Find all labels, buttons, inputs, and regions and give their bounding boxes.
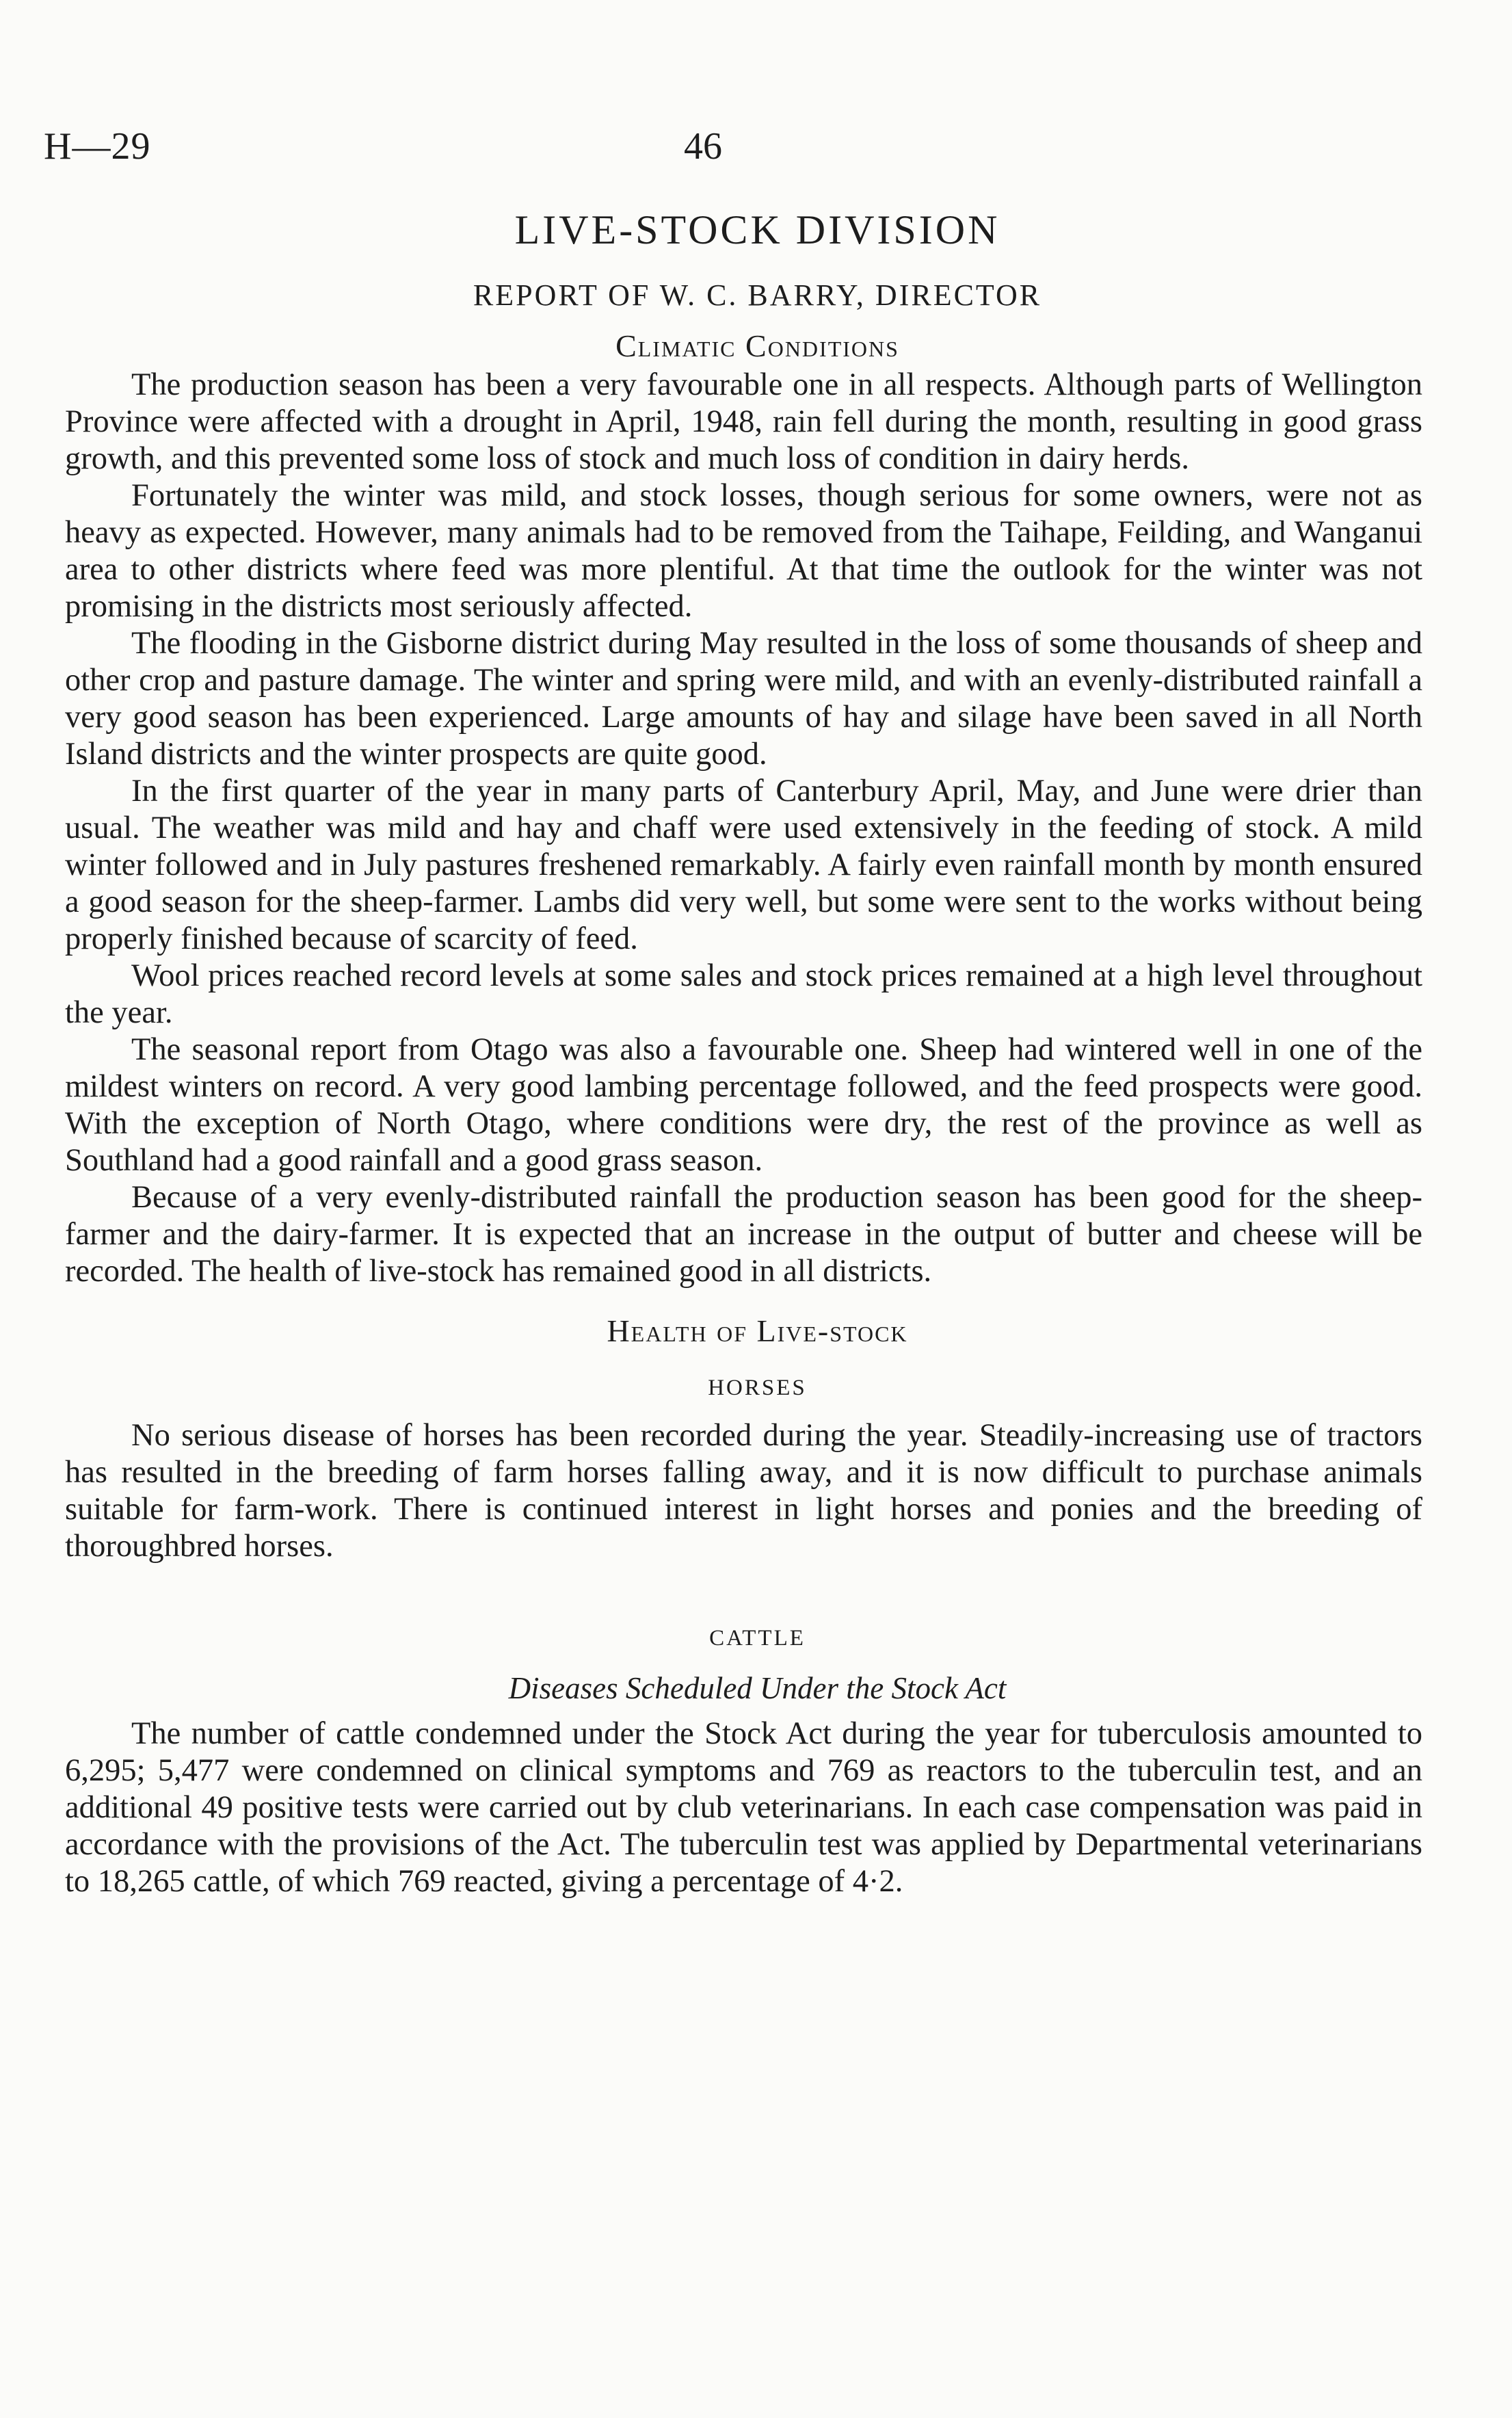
paragraph: Because of a very evenly-distributed rainfall the production season has been good for the sheep-farmer and the dairy-farmer. It is expected that an increase in the output of butter and cheese will be recorded. The health of live-stock has remained good in all districts. (65, 1180, 1422, 1289)
climatic-section-body (65, 367, 1422, 1290)
page-number: 46 (684, 125, 722, 168)
subsection-heading-horses: HORSES (708, 1376, 807, 1400)
paragraph: No serious disease of horses has been recorded during the year. Steadily-increasing use of tractors has resulted in the breeding of farm horses falling away, and it is now difficult to purchase animals suitable for farm-work. There is continued interest in light horses and ponies and the breeding of thoroughbred horses. (65, 1418, 1422, 1564)
document-reference: H—29 (44, 125, 151, 168)
division-title: LIVE-STOCK DIVISION (514, 207, 1000, 252)
paragraph: Fortunately the winter was mild, and stock losses, though serious for some owners, were not as heavy as expected. However, many animals had to be removed from the Taihape, Feilding, and Wanganui area to other districts where feed was more plentiful. At that time the outlook for the winter was not promising in the districts most seriously affected. (65, 478, 1422, 624)
cattle-section-body (65, 1716, 1422, 1900)
paragraph: The number of cattle condemned under the Stock Act during the year for tuberculosis amounted to 6,295; 5,477 were condemned on clinical symptoms and 769 as reactors to the tuberculin test, and an additional 49 positive tests were carried out by club veterinarians. In each case compensation was paid in accordance with the provisions of the Act. The tuberculin test was applied by Departmental veterinarians to 18,265 cattle, of which 769 reacted, giving a percentage of 4·2. (65, 1716, 1422, 1899)
section-heading-climatic: Climatic Conditions (615, 328, 899, 363)
horses-section-body (65, 1417, 1422, 1565)
paragraph: The production season has been a very favourable one in all respects. Although parts of Wellington Province were affected with a drought in April, 1948, rain fell during the month, resulting in good grass growth, and this prevented some loss of stock and much loss of condition in dairy herds. (65, 367, 1422, 476)
subsection-subheading-stock-act: Diseases Scheduled Under the Stock Act (508, 1671, 1007, 1705)
section-heading-health: Health of Live-stock (607, 1313, 908, 1348)
paragraph: Wool prices reached record levels at some sales and stock prices remained at a high level throughout the year. (65, 958, 1422, 1030)
paragraph: The flooding in the Gisborne district during May resulted in the loss of some thousands of sheep and other crop and pasture damage. The winter and spring were mild, and with an evenly-distributed rainfall a very good season has been experienced. Large amounts of hay and silage have been saved in all North Island districts and the winter prospects are quite good. (65, 626, 1422, 772)
subsection-heading-cattle: CATTLE (709, 1626, 806, 1651)
paragraph: The seasonal report from Otago was also a favourable one. Sheep had wintered well in one of the mildest winters on record. A very good lambing percentage followed, and the feed prospects were good. With the exception of North Otago, where conditions were dry, the rest of the province as well as Southland had a good rainfall and a good grass season. (65, 1032, 1422, 1178)
main-column (65, 205, 1422, 1900)
report-title: REPORT OF W. C. BARRY, DIRECTOR (473, 278, 1042, 312)
paragraph: In the first quarter of the year in many parts of Canterbury April, May, and June were drier than usual. The weather was mild and hay and chaff were used extensively in the feeding of stock. A mild winter followed and in July pastures freshened remarkably. A fairly even rainfall month by month ensured a good season for the sheep-farmer. Lambs did very well, but some were sent to the works without being properly finished because of scarcity of feed. (65, 774, 1422, 956)
